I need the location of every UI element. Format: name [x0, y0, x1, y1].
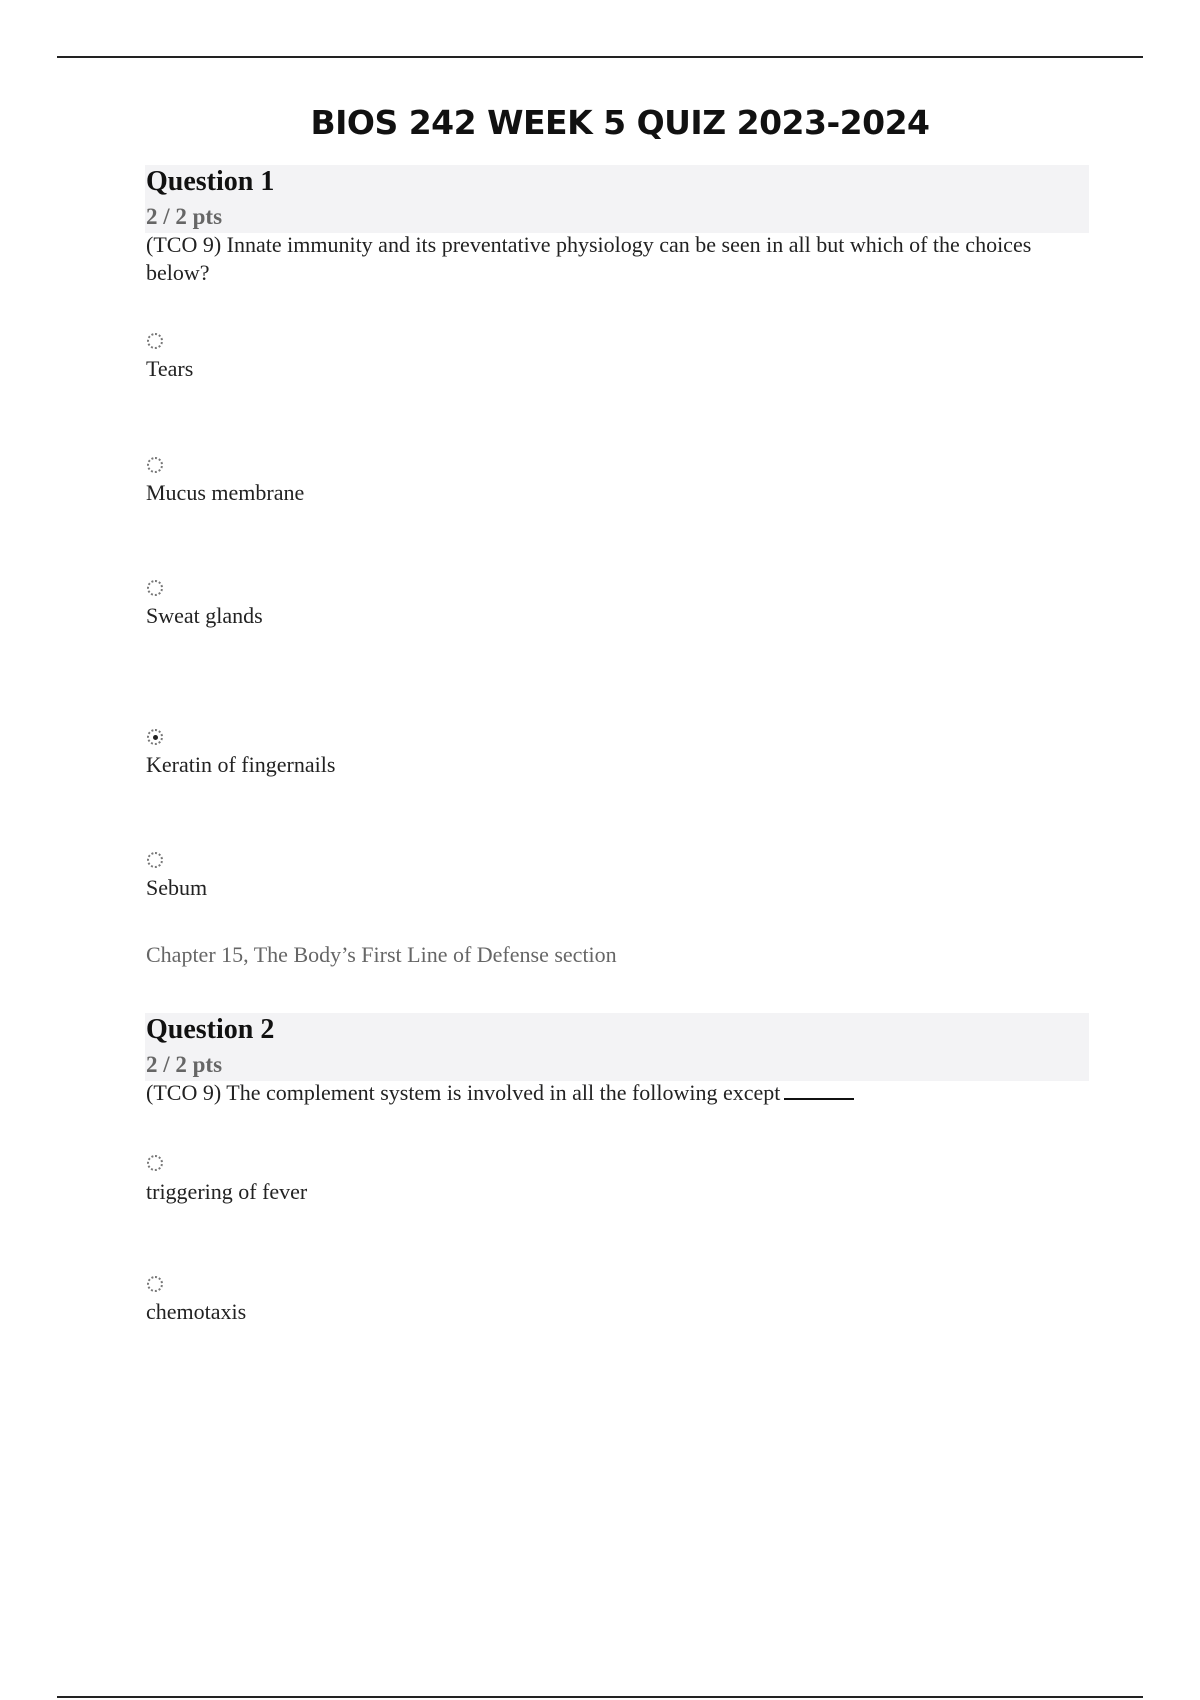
option-radio-triggering-of-fever[interactable] — [147, 1155, 163, 1171]
option-label-triggering-of-fever[interactable]: triggering of fever — [146, 1179, 308, 1204]
option-radio-tears[interactable] — [147, 333, 163, 349]
question-1-title: Question 1 — [146, 166, 275, 197]
top-rule — [57, 56, 1143, 58]
option-radio-sweat-glands[interactable] — [147, 580, 163, 596]
bottom-rule — [57, 1696, 1143, 1698]
answer-blank — [784, 1080, 854, 1100]
question-2-header — [145, 1013, 1089, 1081]
document-title: BIOS 242 WEEK 5 QUIZ 2023-2024 — [310, 103, 930, 142]
question-1-text: (TCO 9) Innate immunity and its preventative physiology can be seen in all but which of the choices below? — [146, 232, 1032, 285]
question-2-text-row — [146, 1079, 1066, 1107]
question-1-header — [145, 165, 1089, 233]
question-2-points: 2 / 2 pts — [146, 1052, 223, 1077]
question-1-reference: Chapter 15, The Body’s First Line of Defense section — [146, 942, 617, 967]
question-1-points: 2 / 2 pts — [146, 204, 223, 229]
question-2-text: (TCO 9) The complement system is involved in all the following except — [146, 1080, 781, 1105]
option-radio-mucus-membrane[interactable] — [147, 457, 163, 473]
option-radio-keratin-of-fingernails[interactable] — [147, 729, 163, 745]
option-label-sebum[interactable]: Sebum — [146, 875, 208, 900]
option-radio-sebum[interactable] — [147, 852, 163, 868]
option-radio-chemotaxis[interactable] — [147, 1276, 163, 1292]
option-label-chemotaxis[interactable]: chemotaxis — [146, 1299, 247, 1324]
option-label-sweat-glands[interactable]: Sweat glands — [146, 603, 263, 628]
question-2-title: Question 2 — [146, 1014, 275, 1045]
option-label-tears[interactable]: Tears — [146, 356, 194, 381]
option-label-keratin-of-fingernails[interactable]: Keratin of fingernails — [146, 752, 336, 777]
option-label-mucus-membrane[interactable]: Mucus membrane — [146, 480, 305, 505]
